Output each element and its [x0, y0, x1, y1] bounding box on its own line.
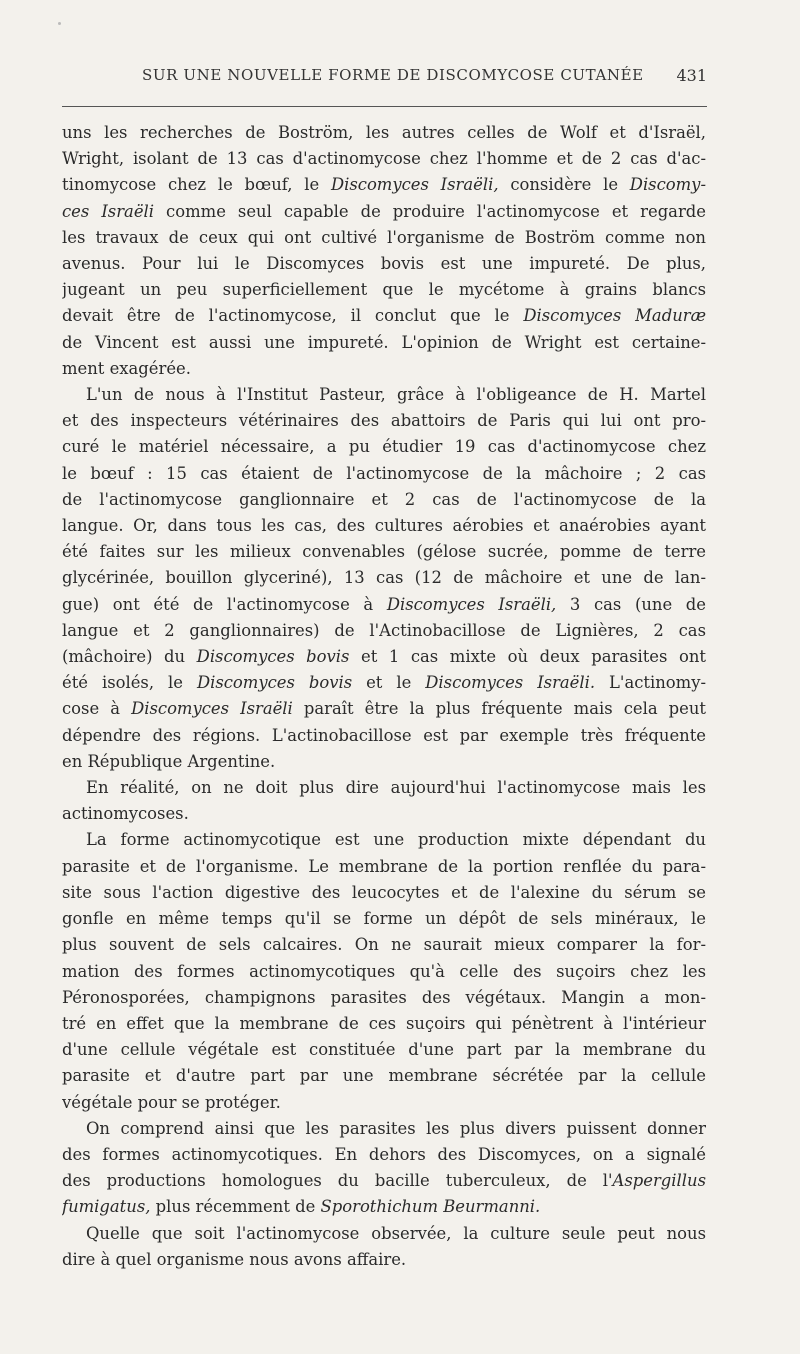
paragraph [62, 1116, 706, 1221]
text-line [62, 985, 706, 1011]
text-run: curé le matériel nécessaire, a pu étudier 19 cas d'actinomycose chez [62, 437, 706, 457]
text-line [62, 644, 706, 670]
italic-term: Discomyces Maduræ [523, 306, 706, 326]
text-run: comme seul capable de produire l'actinomycose et regarde [154, 201, 706, 221]
italic-term: Discomyces Israëli, [330, 175, 499, 195]
text-line [62, 146, 706, 172]
text-line [62, 854, 706, 880]
text-line [62, 172, 706, 198]
text-line [62, 1011, 706, 1037]
text-line [62, 513, 706, 539]
italic-term: Discomyces Israëli, [386, 594, 557, 614]
text-run: et des inspecteurs vétérinaires des abattoirs de Paris qui lui ont pro- [62, 411, 706, 431]
text-run: actinomycoses. [62, 804, 189, 824]
header-rule [62, 106, 707, 107]
text-run: des formes actinomycotiques. En dehors des Discomyces, on a signalé [62, 1144, 706, 1164]
text-line [62, 696, 706, 722]
text-line [62, 303, 706, 329]
text-run: et 1 cas mixte où deux parasites ont [349, 647, 706, 667]
text-line [62, 1221, 706, 1247]
italic-term: Discomy- [629, 175, 706, 195]
text-line [62, 199, 706, 225]
text-line [62, 959, 706, 985]
text-run: Quelle que soit l'actinomycose observée, la culture seule peut nous [86, 1223, 706, 1243]
text-line [62, 618, 706, 644]
text-run: le bœuf : 15 cas étaient de l'actinomycose de la mâchoire ; 2 cas [62, 463, 706, 483]
text-run: Péronosporées, champignons parasites des végétaux. Mangin a mon- [62, 987, 706, 1007]
text-run: La forme actinomycotique est une production mixte dépendant du [86, 830, 706, 850]
text-run: végétale pour se protéger. [62, 1092, 281, 1112]
text-run: de l'actinomycose ganglionnaire et 2 cas de l'actinomycose de la [62, 489, 706, 509]
text-line [62, 880, 706, 906]
text-line [62, 827, 706, 853]
text-run: 3 cas (une de [556, 594, 706, 614]
text-line [62, 906, 706, 932]
text-run: site sous l'action digestive des leucocytes et de l'alexine du sérum se [62, 882, 706, 902]
text-line [62, 408, 706, 434]
text-run: langue. Or, dans tous les cas, des cultures aérobies et anaérobies ayant [62, 516, 706, 536]
italic-term: Sporothichum Beurmanni. [320, 1197, 541, 1217]
text-line [62, 251, 706, 277]
text-run: gue) ont été de l'actinomycose à [62, 594, 387, 614]
text-line [62, 1116, 706, 1142]
italic-term: Aspergillus [612, 1171, 706, 1191]
text-run: les travaux de ceux qui ont cultivé l'organisme de Boström comme non [62, 227, 706, 247]
text-line [62, 565, 706, 591]
text-line [62, 932, 706, 958]
text-line [62, 670, 706, 696]
text-run: L'actinomy- [595, 673, 706, 693]
text-line [62, 434, 706, 460]
text-run: cose à [62, 699, 132, 719]
text-run: été isolés, le [62, 673, 197, 693]
text-line [62, 461, 706, 487]
text-run: en République Argentine. [62, 751, 276, 771]
text-line [62, 1247, 706, 1273]
text-run: avenus. Pour lui le Discomyces bovis est une impureté. De plus, [62, 254, 706, 274]
italic-term: Discomyces Israëli [131, 699, 293, 719]
running-title: SUR UNE NOUVELLE FORME DE DISCOMYCOSE CUTANÉE [142, 66, 644, 84]
text-run: plus récemment de [150, 1197, 321, 1217]
text-run: parasite et d'autre part par une membrane sécrétée par la cellule [62, 1066, 706, 1086]
text-run: parasite et de l'organisme. Le membrane de la portion renflée du para- [62, 856, 706, 876]
text-line [62, 539, 706, 565]
text-run: En réalité, on ne doit plus dire aujourd'hui l'actinomycose mais les [86, 778, 706, 798]
text-line [62, 1037, 706, 1063]
text-run: devait être de l'actinomycose, il conclut que le [62, 306, 524, 326]
text-line [62, 749, 706, 775]
text-run: paraît être la plus fréquente mais cela peut [292, 699, 706, 719]
paragraph [62, 1221, 706, 1273]
body-text [62, 120, 706, 1273]
text-run: des productions homologues du bacille tuberculeux, de l' [62, 1171, 613, 1191]
italic-term: ces Israëli [62, 201, 155, 221]
paragraph [62, 775, 706, 827]
text-line [62, 775, 706, 801]
text-run: glycérinée, bouillon glyceriné), 13 cas (12 de mâchoire et une de lan- [62, 568, 706, 588]
text-line [62, 225, 706, 251]
text-run: Wright, isolant de 13 cas d'actinomycose chez l'homme et de 2 cas d'ac- [62, 149, 706, 169]
text-line [62, 1168, 706, 1194]
paragraph [62, 827, 706, 1115]
text-line [62, 356, 706, 382]
italic-term: Discomyces Israëli. [425, 673, 596, 693]
text-run: langue et 2 ganglionnaires) de l'Actinobacillose de Lignières, 2 cas [62, 620, 706, 640]
page-number: 431 [676, 66, 707, 85]
text-line [62, 1090, 706, 1116]
text-run: ment exagérée. [62, 358, 191, 378]
text-run: de Vincent est aussi une impureté. L'opinion de Wright est certaine- [62, 332, 706, 352]
text-run: uns les recherches de Boström, les autres celles de Wolf et d'Israël, [62, 123, 706, 142]
page-speck [58, 22, 61, 25]
text-line [62, 330, 706, 356]
paragraph [62, 382, 706, 775]
text-run: dépendre des régions. L'actinobacillose est par exemple très fréquente [62, 725, 706, 745]
italic-term: Discomyces bovis [196, 647, 350, 667]
text-run: On comprend ainsi que les parasites les plus divers puissent donner [86, 1118, 706, 1138]
text-line [62, 592, 706, 618]
text-run: et le [352, 673, 426, 693]
text-run: (mâchoire) du [62, 647, 197, 667]
text-line [62, 382, 706, 408]
text-run: dire à quel organisme nous avons affaire. [62, 1249, 407, 1269]
text-run: jugeant un peu superficiellement que le mycétome à grains blancs [62, 280, 706, 300]
paragraph [62, 120, 706, 382]
italic-term: fumigatus, [62, 1197, 151, 1217]
text-line [62, 723, 706, 749]
text-run: tré en effet que la membrane de ces suçoirs qui pénètrent à l'intérieur [62, 1013, 706, 1033]
text-line [62, 277, 706, 303]
text-line [62, 1142, 706, 1168]
text-run: considère le [498, 175, 630, 195]
text-line [62, 487, 706, 513]
italic-term: Discomyces bovis [196, 673, 353, 693]
running-header [62, 66, 707, 96]
text-run: plus souvent de sels calcaires. On ne saurait mieux comparer la for- [62, 935, 706, 955]
text-line [62, 801, 706, 827]
text-run: gonfle en même temps qu'il se forme un dépôt de sels minéraux, le [62, 909, 706, 929]
text-line [62, 1194, 706, 1220]
text-line [62, 1063, 706, 1089]
text-run: mation des formes actinomycotiques qu'à celle des suçoirs chez les [62, 961, 706, 981]
text-run: tinomycose chez le bœuf, le [62, 175, 331, 195]
text-run: d'une cellule végétale est constituée d'une part par la membrane du [62, 1040, 706, 1060]
text-line [62, 120, 706, 146]
text-run: L'un de nous à l'Institut Pasteur, grâce à l'obligeance de H. Martel [86, 385, 706, 405]
text-run: été faites sur les milieux convenables (gélose sucrée, pomme de terre [62, 542, 706, 562]
